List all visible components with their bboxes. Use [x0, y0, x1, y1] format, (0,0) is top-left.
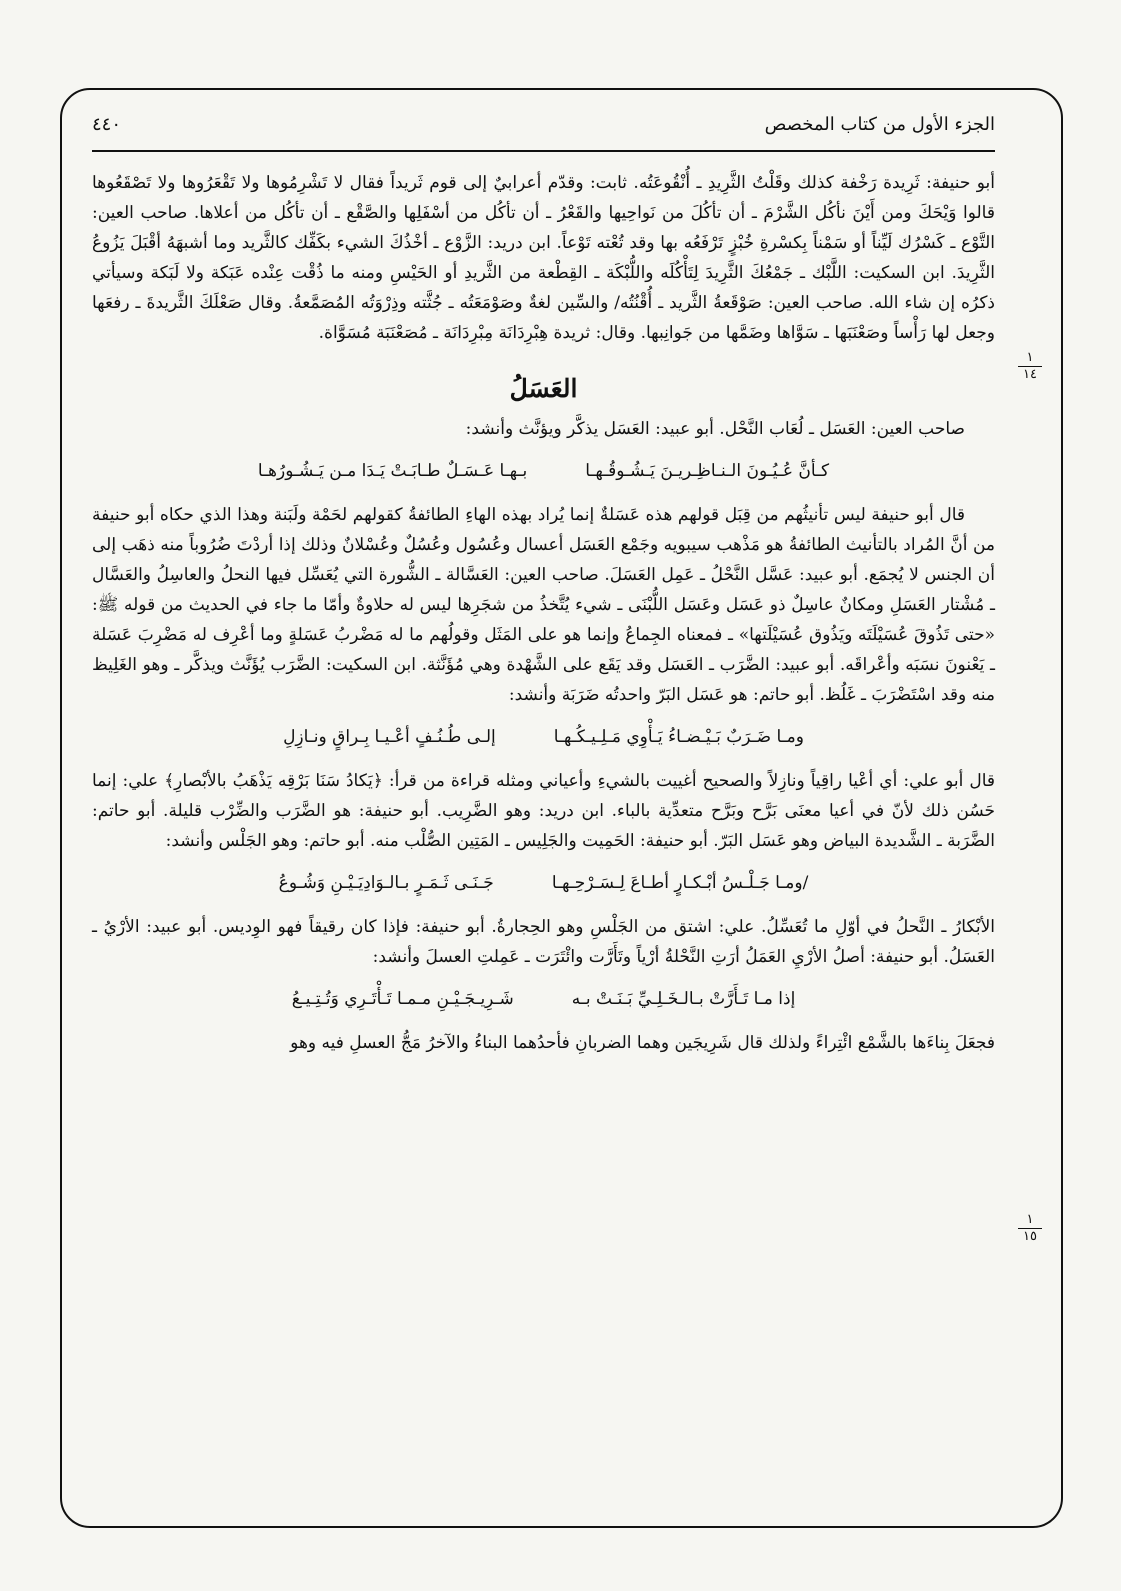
page-header	[92, 106, 995, 152]
verse-first-hemistich: إذا مـا تَـأَرَّتْ بـالـخَـلِـيِّ بَـنَـتْ بـه	[571, 989, 796, 1009]
paragraph: أبو حنيفة: ثَرِيدة رَخْفة كذلك وقَلْتُ الثَّرِيدِ ـ أُنْقُوعَتُه. ثابت: وقدّم أعرابيٌ إلى قوم ثَريداً فقال لا تَشْرِمُوها ولا تَقْعَرُوها ولا تَصْقَعُوها قالوا وَيْحَكَ ومن أَيْنَ نأكُل الشَّرْمَ ـ أن تأكُلَ من نَواحِيها والقَعْرُ ـ أن تأكُل من أسْفَلِها والصَّقْع ـ أن تأكُل من أعلاها. صاحب العين: التَّوْع ـ كَسْرُك لَيِّناً أو سَمْناً بِكسْرةِ خُبْزٍ تَرْفَعُه بها وقد تُعْته تَوْعاً. ابن دريد: الزَّوْع ـ أخْذُكَ الشيء بكَفِّك كالثَّريد وما أشبهَهُ أقْبَلَ يَزُوعُ الثَّرِيدَ. ابن السكيت: اللَّبْك ـ جَمْعُكَ الثَّرِيدَ لِتَأْكُلَه واللُّبْكَة ـ القِطْعة من الثَّريدِ أو الحَيْسِ ومنه ما ذُقْت عِنْده عَبَكة ولا لَبَكة وسيأتي ذكرُه إن شاء الله. صاحب العين: صَوْقَعةُ الثَّريد ـ أُقْنُتُه/ والسِّين لغةٌ وصَوْمَعَتُه ـ جُثَّته وذِرْوَتُه المُصَمَّعةُ. وقال صَعْلَكَ الثَّريدةَ ـ رفعَها وجعل لها رَأْساً وصَعْنَبَها ـ سَوَّاها وضَمَّها من جَوانِبها. وقال: ثريدة هِبْرِدَانَة مِبْرِدَانَة ـ مُصَعْنَبَة مُسَوَّاة.	[92, 173, 995, 343]
verse-first-hemistich: كـأنَّ عُـيُـونَ الـنـاظِـريـنَ يَـشُـوقُـهـا	[585, 461, 830, 481]
poem-verse	[92, 868, 995, 898]
verse-second-hemistich: إلـى طُـنُـفٍ أعْـيـا بِـراقٍ ونـازِلِ	[283, 727, 496, 747]
paragraph: فجعَلَ بِناءَها بالشَّمْع ائْتِراءً ولذلك قال شَرِيجَين وهما الضربانِ فأحدُهما البناءُ والآخرُ مَجُّ العسلِ فيه وهو	[290, 1033, 995, 1053]
poem-verse	[92, 456, 995, 486]
verse-first-hemistich: /ومـا جَـلْـسُ أبْـكـارٍ أطـاعَ لِـسَـرْحِـهـا	[551, 873, 809, 893]
paragraph: الأبْكارُ ـ النَّحلُ في أوّلِ ما تُعَسِّلُ. علي: اشتق من الجَلْسِ وهو الحِجارةُ. أبو حنيفة: فإذا كان رقيقاً فهو الوِديس. أبو عبيد: الأرْيُ ـ العَسَلُ. أبو حنيفة: أصلُ الأرْيِ العَمَلُ أرَتِ النَّحْلةُ أرْياً وتَأَرَّت وائْتَرَت ـ عَمِلتِ العسلَ وأنشد:	[92, 917, 995, 967]
paragraph: قال أبو حنيفة ليس تأنيثُهم من قِبَل قولهم هذه عَسَلةٌ إنما يُراد بهذه الهاءِ الطائفةُ كقولهم لحَمْة ولَبَنة وهذا الذي حكاه أبو حنيفة من أنَّ المُراد بالتأنيث الطائفةُ هو مَذْهب سيبويه وجَمْع العَسَل أعسال وعُسُول وعُسُلٌ وعُسْلانٌ وذلك إذا أردْتَ ضُرُوباً منه ذهَب إلى أن الجنس لا يُجمَع. أبو عبيد: عَسَّل النَّحْلُ ـ عَمِل العَسَلَ. صاحب العين: العَسَّالة ـ الشُّورة التي يُعَسِّل فيها النحلُ والعاسِلُ والعَسَّال ـ مُشْتار العَسَلِ ومكانٌ عاسِلٌ ذو عَسَل وعَسَل اللُّبْنَى ـ شيء يُتَّخذُ من شجَرِها ليس له حلاوةٌ وأمّا ما جاء في الحديث من قوله ﷺ: «حتى تَذُوقَ عُسَيْلَتَه ويَذُوق عُسَيْلَتها» ـ فمعناه الجِماعُ وإنما هو على المَثَل وقولُهم ما له مَضْربُ عَسَلةٍ وما أعْرِف له مَضْرِبَ عَسَلة ـ يَعْنونَ نسَبَه وأعْراقَه. أبو عبيد: الضَّرَب ـ العَسَل وقد يَقَع على الشَّهْدة وهي مُؤَنَّثة. ابن السكيت: الضَّرَب يُؤَنَّث ويذكَّر ـ وهو الغَلِيظ منه وقد اسْتَضْرَبَ ـ غَلُظ. أبو حاتم: هو عَسَل البَرّ واحدتُه ضَرَبَة وأنشد:	[92, 505, 995, 705]
margin-marker-numerator: ١	[1026, 1212, 1034, 1227]
running-title: الجزء الأول من كتاب المخصص	[764, 113, 995, 135]
verse-second-hemistich: بـهـا عَـسَـلٌ طـابَـتْ يَـدَا مـن يَـشُـورُهـا	[257, 461, 528, 481]
paragraph: صاحب العين: العَسَل ـ لُعَاب النَّحْل. أبو عبيد: العَسَل يذكَّر ويؤنَّث وأنشد:	[465, 419, 965, 439]
verse-first-hemistich: ومـا ضَـرَبٌ بَـيْـضـاءُ يَـأْوِي مَـلِـيـكُـهـا	[553, 727, 804, 747]
verse-second-hemistich: جَـنَـى ثَـمَـرٍ بـالـوَادِيَـيْـنِ وَشُـوعُ	[278, 873, 494, 893]
page-number: ٤٤٠	[92, 113, 122, 135]
verse-second-hemistich: شَـرِيـجَـيْـنِ مـمـا تَـأْتَـرِي وَتُـتِـيـعُ	[291, 989, 514, 1009]
margin-marker-denominator: ١٤	[1018, 366, 1042, 383]
paragraph: قال أبو علي: أي أعْيا راقِياً ونازِلاً والصحيح أغييت بالشيءِ وأعياني ومثله قراءة من قرأ: ﴿يَكادُ سَنَا بَرْقِه يَذْهَبُ بالأبْصارِ﴾ علي: إنما حَسُن ذلك لأنّ في أعيا معنَى بَرَّح وبَرَّح متعدِّية بالباء. ابن دريد: وهو الضَّرِيب. أبو حنيفة: هو الضَّرَب والضِّرْب قليلة. أبو حاتم: الضَّرَبة ـ الشَّديدة البياض وهو عَسَل البَرّ. أبو حنيفة: الحَمِيت والجَلِيس ـ المَتِين الصُّلْب منه. أبو حاتم: وهو الجَلْس وأنشد:	[92, 771, 995, 851]
poem-verse	[92, 984, 995, 1014]
margin-marker	[1018, 1212, 1042, 1245]
page-body	[92, 168, 995, 1491]
poem-verse	[92, 722, 995, 752]
margin-marker-numerator: ١	[1026, 350, 1034, 365]
section-title: العَسَلُ	[509, 374, 578, 403]
margin-marker-denominator: ١٥	[1018, 1228, 1042, 1245]
margin-marker	[1018, 350, 1042, 383]
